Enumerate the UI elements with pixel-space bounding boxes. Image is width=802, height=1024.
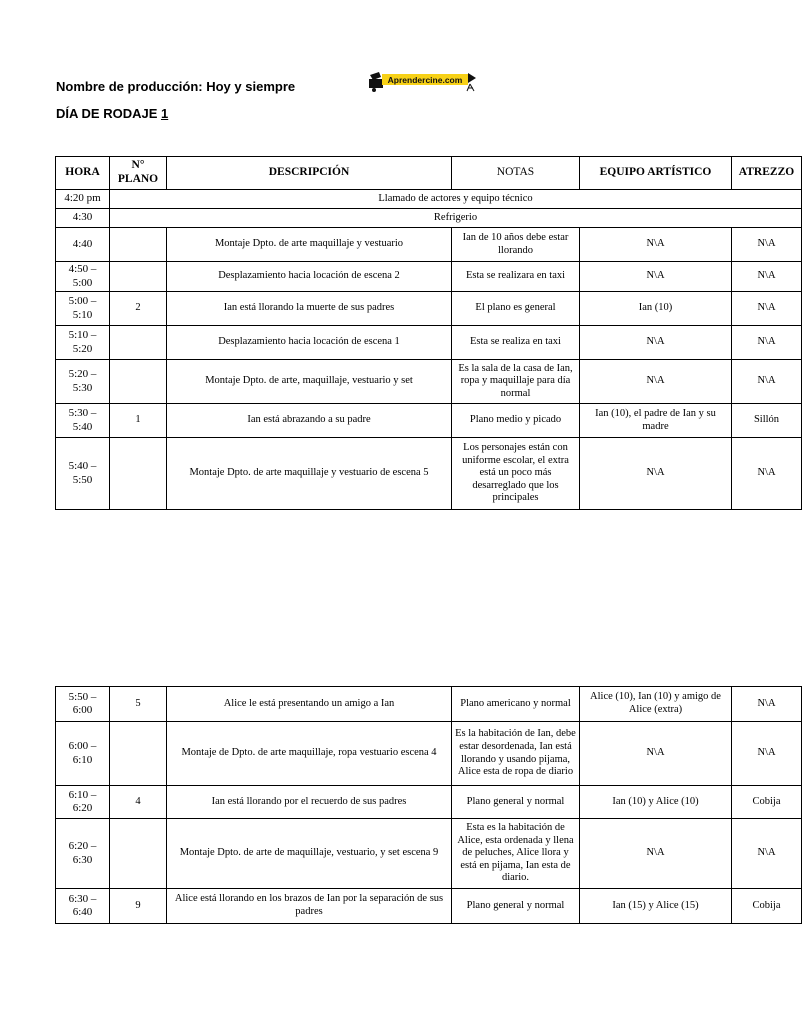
schedule-table-part-1: [55, 156, 802, 510]
cell-plano: [110, 326, 167, 360]
cell-equipo: Alice (10), Ian (10) y amigo de Alice (extra): [580, 687, 732, 722]
cell-hora: 6:10 – 6:20: [56, 786, 110, 819]
cell-equipo: N\A: [580, 360, 732, 404]
cell-atrezzo: N\A: [732, 262, 802, 292]
table-row: [56, 292, 802, 326]
table-row: [56, 438, 802, 510]
cell-hora: 5:30 – 5:40: [56, 404, 110, 438]
table-row: [56, 360, 802, 404]
table-row: [56, 228, 802, 262]
cell-atrezzo: N\A: [732, 438, 802, 510]
cell-hora: 4:20 pm: [56, 190, 110, 209]
cell-notas: Es la habitación de Ian, debe estar desordenada, Ian está llorando y usando pijama, Alice esta de ropa de diario: [452, 722, 580, 786]
cell-descripcion: Desplazamiento hacia locación de escena 2: [167, 262, 452, 292]
cell-plano: [110, 722, 167, 786]
cell-descripcion: Ian está abrazando a su padre: [167, 404, 452, 438]
table-row: [56, 326, 802, 360]
col-hora: HORA: [56, 157, 110, 190]
cell-descripcion: Montaje Dpto. de arte de maquillaje, vestuario, y set escena 9: [167, 819, 452, 889]
cell-atrezzo: Cobija: [732, 786, 802, 819]
cell-notas: Plano general y normal: [452, 786, 580, 819]
cell-equipo: Ian (10): [580, 292, 732, 326]
cell-plano: 5: [110, 687, 167, 722]
schedule-table-part-2: [55, 686, 802, 924]
cell-hora: 5:50 – 6:00: [56, 687, 110, 722]
cell-descripcion: Ian está llorando por el recuerdo de sus padres: [167, 786, 452, 819]
cell-plano: [110, 438, 167, 510]
cell-span: Refrigerio: [110, 209, 802, 228]
cell-plano: [110, 262, 167, 292]
cell-hora: 4:40: [56, 228, 110, 262]
cell-plano: [110, 819, 167, 889]
logo-text: Aprendercine.com: [387, 75, 463, 85]
cell-descripcion: Ian está llorando la muerte de sus padres: [167, 292, 452, 326]
cell-equipo: Ian (15) y Alice (15): [580, 889, 732, 924]
cell-atrezzo: N\A: [732, 687, 802, 722]
schedule-body-part-2: [56, 687, 802, 924]
cell-hora: 5:40 – 5:50: [56, 438, 110, 510]
cell-span: Llamado de actores y equipo técnico: [110, 190, 802, 209]
cell-equipo: N\A: [580, 262, 732, 292]
schedule-body-part-1: [56, 190, 802, 510]
cell-descripcion: Montaje de Dpto. de arte maquillaje, ropa vestuario escena 4: [167, 722, 452, 786]
cell-notas: Ian de 10 años debe estar llorando: [452, 228, 580, 262]
shooting-day-number: 1: [160, 106, 169, 121]
shooting-day: [56, 106, 168, 121]
cell-atrezzo: Cobija: [732, 889, 802, 924]
cell-hora: 6:20 – 6:30: [56, 819, 110, 889]
production-name: Nombre de producción: Hoy y siempre: [56, 79, 296, 94]
cell-plano: 4: [110, 786, 167, 819]
cell-hora: 5:20 – 5:30: [56, 360, 110, 404]
table-row: [56, 786, 802, 819]
cell-atrezzo: N\A: [732, 326, 802, 360]
cell-hora: 4:30: [56, 209, 110, 228]
col-notas: NOTAS: [452, 157, 580, 190]
table-row: [56, 687, 802, 722]
cell-descripcion: Alice le está presentando un amigo a Ian: [167, 687, 452, 722]
cell-notas: Los personajes están con uniforme escolar, el extra está un poco más desarreglado que los principales: [452, 438, 580, 510]
cell-hora: 5:10 – 5:20: [56, 326, 110, 360]
cell-equipo: Ian (10), el padre de Ian y su madre: [580, 404, 732, 438]
cell-plano: [110, 360, 167, 404]
cell-atrezzo: N\A: [732, 819, 802, 889]
col-descripcion: DESCRIPCIÓN: [167, 157, 452, 190]
cell-equipo: N\A: [580, 438, 732, 510]
cell-atrezzo: N\A: [732, 360, 802, 404]
cell-hora: 5:00 – 5:10: [56, 292, 110, 326]
cell-equipo: N\A: [580, 326, 732, 360]
table-row: [56, 819, 802, 889]
table-row: [56, 889, 802, 924]
aprendercine-logo: [367, 70, 479, 92]
table-row: [56, 190, 802, 209]
cell-equipo: N\A: [580, 228, 732, 262]
cell-atrezzo: N\A: [732, 722, 802, 786]
cell-atrezzo: N\A: [732, 292, 802, 326]
cell-descripcion: Alice está llorando en los brazos de Ian por la separación de sus padres: [167, 889, 452, 924]
cell-equipo: N\A: [580, 819, 732, 889]
col-atrezzo: ATREZZO: [732, 157, 802, 190]
table-header-row: [56, 157, 802, 190]
table-row: [56, 209, 802, 228]
cell-notas: El plano es general: [452, 292, 580, 326]
cell-hora: 6:00 – 6:10: [56, 722, 110, 786]
cell-equipo: Ian (10) y Alice (10): [580, 786, 732, 819]
cell-hora: 6:30 – 6:40: [56, 889, 110, 924]
cell-notas: Esta se realizara en taxi: [452, 262, 580, 292]
cell-atrezzo: Sillón: [732, 404, 802, 438]
cell-hora: 4:50 – 5:00: [56, 262, 110, 292]
cell-notas: Esta se realiza en taxi: [452, 326, 580, 360]
cell-descripcion: Desplazamiento hacia locación de escena 1: [167, 326, 452, 360]
cell-notas: Plano general y normal: [452, 889, 580, 924]
cell-plano: 1: [110, 404, 167, 438]
cell-plano: 2: [110, 292, 167, 326]
cell-plano: 9: [110, 889, 167, 924]
cell-descripcion: Montaje Dpto. de arte maquillaje y vestuario de escena 5: [167, 438, 452, 510]
cell-notas: Plano medio y picado: [452, 404, 580, 438]
cell-atrezzo: N\A: [732, 228, 802, 262]
cell-notas: Es la sala de la casa de Ian, ropa y maquillaje para día normal: [452, 360, 580, 404]
shooting-day-label: DÍA DE RODAJE: [56, 106, 161, 121]
col-equipo: EQUIPO ARTÍSTICO: [580, 157, 732, 190]
col-plano: N° PLANO: [110, 157, 167, 190]
table-row: [56, 404, 802, 438]
table-row: [56, 722, 802, 786]
cell-notas: Esta es la habitación de Alice, esta ordenada y llena de peluches, Alice llora y está en pijama, Ian esta de diario.: [452, 819, 580, 889]
cell-plano: [110, 228, 167, 262]
table-row: [56, 262, 802, 292]
cell-descripcion: Montaje Dpto. de arte, maquillaje, vestuario y set: [167, 360, 452, 404]
cell-equipo: N\A: [580, 722, 732, 786]
cell-descripcion: Montaje Dpto. de arte maquillaje y vestuario: [167, 228, 452, 262]
cell-notas: Plano americano y normal: [452, 687, 580, 722]
